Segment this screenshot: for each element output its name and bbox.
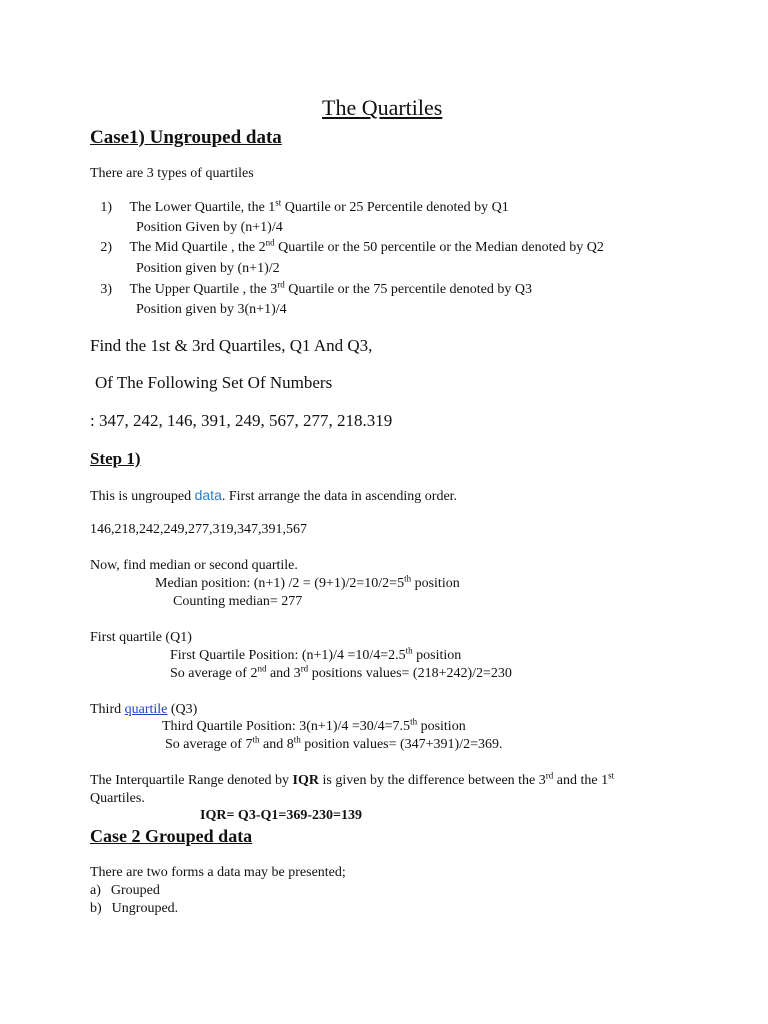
problem-line-3: : 347, 242, 146, 391, 249, 567, 277, 218.319	[90, 411, 393, 430]
list-item: b) Ungrouped.	[90, 901, 179, 916]
case2-intro: There are two forms a data may be presented;	[90, 865, 346, 880]
median-count: Counting median= 277	[173, 594, 303, 609]
list-number: 1)	[100, 200, 112, 215]
list-text: The Lower Quartile, the 1st Quartile or 25 Percentile denoted by Q1	[129, 197, 509, 215]
step1-intro: This is ungrouped data. First arrange the data in ascending order.	[90, 487, 458, 504]
iqr-definition: The Interquartile Range denoted by IQR is given by the difference between the 3rd and the 1st	[90, 770, 615, 788]
list-item	[90, 197, 509, 216]
q3-label: Third quartile (Q3)	[90, 702, 198, 717]
list-text: The Mid Quartile , the 2nd Quartile or the 50 percentile or the Median denoted by Q2	[129, 237, 604, 255]
q3-average: So average of 7th and 8th position values= (347+391)/2=369.	[165, 734, 503, 752]
case1-intro: There are 3 types of quartiles	[90, 166, 254, 181]
data-link[interactable]: data	[194, 487, 222, 503]
list-number: 2)	[100, 240, 112, 255]
list-item	[90, 237, 604, 256]
median-position: Median position: (n+1) /2 = (9+1)/2=10/2=5th position	[155, 573, 460, 591]
case2-heading: Case 2 Grouped data	[90, 826, 253, 846]
q1-label: First quartile (Q1)	[90, 630, 192, 645]
iqr-definition-cont: Quartiles.	[90, 791, 145, 806]
list-subtext: Position given by 3(n+1)/4	[136, 302, 287, 317]
problem-line-1: Find the 1st & 3rd Quartiles, Q1 And Q3,	[90, 336, 373, 355]
q1-average: So average of 2nd and 3rd positions values= (218+242)/2=230	[170, 663, 512, 681]
step1-heading: Step 1)	[90, 449, 141, 468]
list-item: a) Grouped	[90, 883, 160, 898]
q3-position: Third Quartile Position: 3(n+1)/4 =30/4=7.5th position	[162, 716, 466, 734]
median-intro: Now, find median or second quartile.	[90, 558, 298, 573]
iqr-formula: IQR= Q3-Q1=369-230=139	[200, 808, 362, 823]
page-title: The Quartiles	[322, 95, 443, 120]
problem-line-2: Of The Following Set Of Numbers	[95, 373, 333, 392]
sorted-data: 146,218,242,249,277,319,347,391,567	[90, 522, 307, 537]
quartile-link[interactable]: quartile	[124, 702, 168, 717]
q1-position: First Quartile Position: (n+1)/4 =10/4=2.5th position	[170, 645, 462, 663]
list-text: The Upper Quartile , the 3rd Quartile or the 75 percentile denoted by Q3	[129, 279, 532, 297]
list-item	[90, 279, 532, 298]
list-subtext: Position Given by (n+1)/4	[136, 220, 283, 235]
list-letter: b)	[90, 901, 102, 916]
list-number: 3)	[100, 282, 112, 297]
list-subtext: Position given by (n+1)/2	[136, 261, 280, 276]
list-letter: a)	[90, 883, 101, 898]
case1-heading: Case1) Ungrouped data	[90, 127, 282, 148]
